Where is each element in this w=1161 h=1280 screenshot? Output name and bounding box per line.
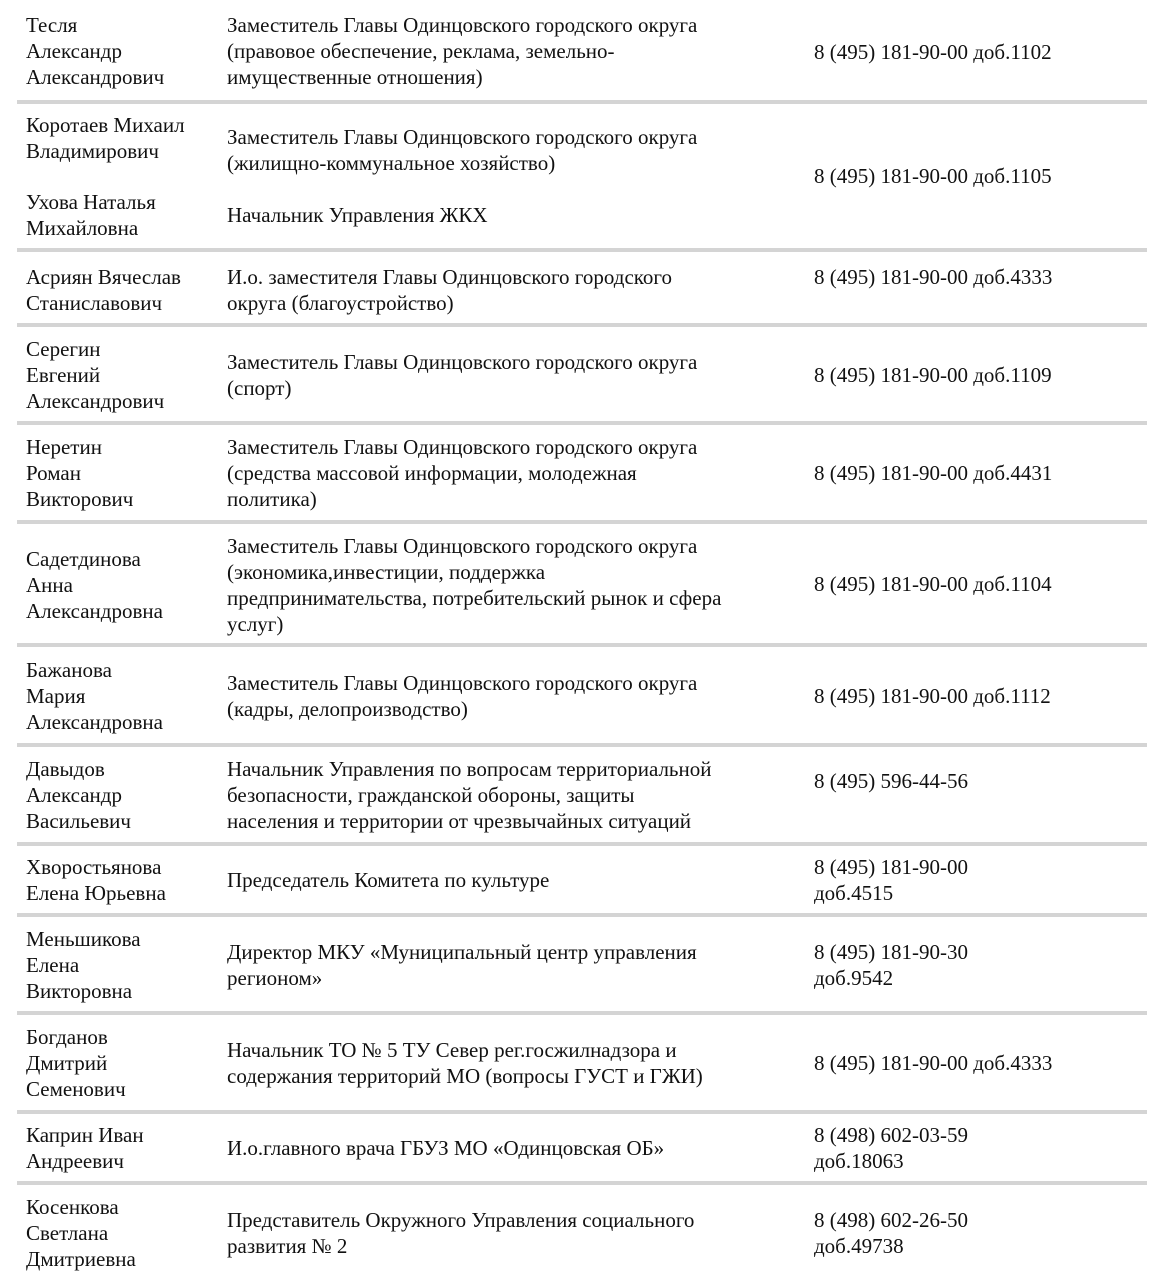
- phone-line: 8 (495) 181-90-00 доб.1112: [814, 684, 1051, 708]
- phone-line: доб.18063: [814, 1149, 904, 1173]
- phone-line: 8 (495) 181-90-00 доб.4333: [814, 1051, 1053, 1075]
- name-line: Александровна: [26, 710, 163, 734]
- name-line: Ухова Наталья: [26, 190, 156, 214]
- name-line: Александр: [26, 783, 122, 807]
- contact-row: [14, 336, 1147, 422]
- person-phone: [814, 939, 1114, 991]
- person-position: [227, 533, 802, 637]
- person-phone: [814, 362, 1114, 388]
- phone-line: 8 (495) 181-90-00: [814, 855, 968, 879]
- name-line: Садетдинова: [26, 547, 141, 571]
- person-phone: [814, 1050, 1114, 1076]
- row-divider: [17, 100, 1147, 104]
- position-line: Директор МКУ «Муниципальный центр управления: [227, 940, 697, 964]
- person-name: [26, 546, 216, 624]
- person-phone: [814, 39, 1114, 65]
- name-line: Владимирович: [26, 139, 159, 163]
- contact-row: [14, 1122, 1147, 1182]
- name-line: Дмитрий: [26, 1051, 108, 1075]
- position-line: Заместитель Главы Одинцовского городского округа: [227, 125, 698, 149]
- position-line: Начальник ТО № 5 ТУ Север рег.госжилнадзора и: [227, 1038, 677, 1062]
- position-line: содержания территорий МО (вопросы ГУСТ и ГЖИ): [227, 1064, 703, 1088]
- person-phone: [814, 1122, 1114, 1174]
- person-phone: [814, 460, 1114, 486]
- person-phone: [814, 768, 1114, 794]
- contact-row: [14, 264, 1147, 324]
- person-name: [26, 434, 216, 512]
- name-line: Евгений: [26, 363, 101, 387]
- position-line: Заместитель Главы Одинцовского городского округа: [227, 435, 698, 459]
- person-name: [26, 926, 216, 1004]
- contact-row: [14, 12, 1147, 100]
- name-line: Елена: [26, 953, 80, 977]
- contact-row: [14, 1024, 1147, 1110]
- person-position: [227, 867, 802, 893]
- name-line: Анна: [26, 573, 73, 597]
- name-line: Хворостьянова: [26, 855, 162, 879]
- person-position: [227, 12, 802, 90]
- person-name: [26, 112, 216, 164]
- name-line: Михайловна: [26, 216, 139, 240]
- position-line: предпринимательства, потребительский рынок и сфера: [227, 586, 722, 610]
- phone-line: 8 (495) 596-44-56: [814, 769, 968, 793]
- row-divider: [17, 1110, 1147, 1114]
- contact-row: [14, 926, 1147, 1012]
- person-position: [227, 349, 802, 401]
- position-line: Начальник Управления ЖКХ: [227, 203, 488, 227]
- person-name: [26, 336, 216, 414]
- name-line: Бажанова: [26, 658, 112, 682]
- person-position: [227, 939, 802, 991]
- person-phone: [814, 854, 1114, 906]
- name-line: Серегин: [26, 337, 101, 361]
- name-line: Дмитриевна: [26, 1247, 136, 1271]
- contact-row: [14, 1194, 1147, 1280]
- position-line: округа (благоустройство): [227, 291, 454, 315]
- position-line: населения и территории от чрезвычайных ситуаций: [227, 809, 692, 833]
- position-line: (экономика,инвестиции, поддержка: [227, 560, 546, 584]
- contact-row: [14, 756, 1147, 842]
- position-line: Представитель Окружного Управления социального: [227, 1208, 695, 1232]
- person-phone: [814, 1207, 1114, 1259]
- contact-row: [14, 854, 1147, 914]
- position-line: И.о.главного врача ГБУЗ МО «Одинцовская ОБ»: [227, 1136, 665, 1160]
- row-divider: [17, 421, 1147, 425]
- position-line: (жилищно-коммунальное хозяйство): [227, 151, 556, 175]
- row-divider: [17, 1181, 1147, 1185]
- phone-line: 8 (498) 602-03-59: [814, 1123, 968, 1147]
- position-line: Заместитель Главы Одинцовского городского округа: [227, 671, 698, 695]
- name-line: Александровна: [26, 599, 163, 623]
- position-line: политика): [227, 487, 317, 511]
- name-line: Неретин: [26, 435, 102, 459]
- phone-line: 8 (495) 181-90-30: [814, 940, 968, 964]
- person-phone: [814, 163, 1114, 189]
- position-line: И.о. заместителя Главы Одинцовского городского: [227, 265, 673, 289]
- name-line: Каприн Иван: [26, 1123, 144, 1147]
- row-divider: [17, 323, 1147, 327]
- person-position: [227, 124, 802, 176]
- name-line: Роман: [26, 461, 81, 485]
- person-position: [227, 670, 802, 722]
- row-divider: [17, 643, 1147, 647]
- position-line: Председатель Комитета по культуре: [227, 868, 550, 892]
- row-divider: [17, 520, 1147, 524]
- position-line: (спорт): [227, 376, 292, 400]
- position-line: услуг): [227, 612, 284, 636]
- person-name: [26, 1122, 216, 1174]
- contact-row: [14, 112, 1147, 250]
- phone-line: 8 (495) 181-90-00 доб.1102: [814, 40, 1052, 64]
- phone-line: 8 (495) 181-90-00 доб.4333: [814, 265, 1053, 289]
- name-line: Елена Юрьевна: [26, 881, 166, 905]
- name-line: Коротаев Михаил: [26, 113, 185, 137]
- person-name: [26, 854, 216, 906]
- row-divider: [17, 842, 1147, 846]
- name-line: Васильевич: [26, 809, 131, 833]
- name-line: Викторовна: [26, 979, 133, 1003]
- row-divider: [17, 248, 1147, 252]
- person-phone: [814, 264, 1114, 290]
- position-line: развития № 2: [227, 1234, 348, 1258]
- position-line: регионом»: [227, 966, 323, 990]
- person-position: [227, 202, 802, 228]
- name-line: Давыдов: [26, 757, 105, 781]
- person-name: [26, 12, 216, 90]
- position-line: (кадры, делопроизводство): [227, 697, 468, 721]
- name-line: Андреевич: [26, 1149, 124, 1173]
- phone-line: 8 (495) 181-90-00 доб.1104: [814, 572, 1052, 596]
- position-line: Заместитель Главы Одинцовского городского округа: [227, 13, 698, 37]
- person-name: [26, 189, 216, 241]
- person-phone: [814, 683, 1114, 709]
- person-name: [26, 657, 216, 735]
- contact-row: [14, 533, 1147, 643]
- person-position: [227, 434, 802, 512]
- row-divider: [17, 1011, 1147, 1015]
- person-position: [227, 264, 802, 316]
- contact-row: [14, 434, 1147, 520]
- position-line: (средства массовой информации, молодежная: [227, 461, 637, 485]
- name-line: Александрович: [26, 389, 165, 413]
- phone-line: доб.9542: [814, 966, 894, 990]
- name-line: Александр: [26, 39, 122, 63]
- phone-line: 8 (495) 181-90-00 доб.1105: [814, 164, 1052, 188]
- person-position: [227, 1037, 802, 1089]
- name-line: Мария: [26, 684, 86, 708]
- name-line: Косенкова: [26, 1195, 119, 1219]
- person-position: [227, 1207, 802, 1259]
- person-position: [227, 1135, 802, 1161]
- name-line: Викторович: [26, 487, 134, 511]
- person-phone: [814, 571, 1114, 597]
- position-line: безопасности, гражданской обороны, защиты: [227, 783, 635, 807]
- row-divider: [17, 743, 1147, 747]
- person-position: [227, 756, 802, 834]
- position-line: Заместитель Главы Одинцовского городского округа: [227, 350, 698, 374]
- name-line: Светлана: [26, 1221, 109, 1245]
- phone-line: 8 (495) 181-90-00 доб.1109: [814, 363, 1052, 387]
- position-line: (правовое обеспечение, реклама, земельно-: [227, 39, 615, 63]
- name-line: Богданов: [26, 1025, 108, 1049]
- name-line: Меньшикова: [26, 927, 141, 951]
- contact-row: [14, 657, 1147, 743]
- name-line: Станиславович: [26, 291, 163, 315]
- person-name: [26, 1194, 216, 1272]
- position-line: Начальник Управления по вопросам территориальной: [227, 757, 712, 781]
- position-line: Заместитель Главы Одинцовского городского округа: [227, 534, 698, 558]
- name-line: Семенович: [26, 1077, 126, 1101]
- phone-line: 8 (498) 602-26-50: [814, 1208, 968, 1232]
- name-line: Александрович: [26, 65, 165, 89]
- person-name: [26, 264, 216, 316]
- phone-line: доб.49738: [814, 1234, 904, 1258]
- name-line: Асриян Вячеслав: [26, 265, 181, 289]
- phone-line: 8 (495) 181-90-00 доб.4431: [814, 461, 1053, 485]
- row-divider: [17, 913, 1147, 917]
- name-line: Тесля: [26, 13, 78, 37]
- person-name: [26, 1024, 216, 1102]
- person-name: [26, 756, 216, 834]
- position-line: имущественные отношения): [227, 65, 483, 89]
- phone-line: доб.4515: [814, 881, 894, 905]
